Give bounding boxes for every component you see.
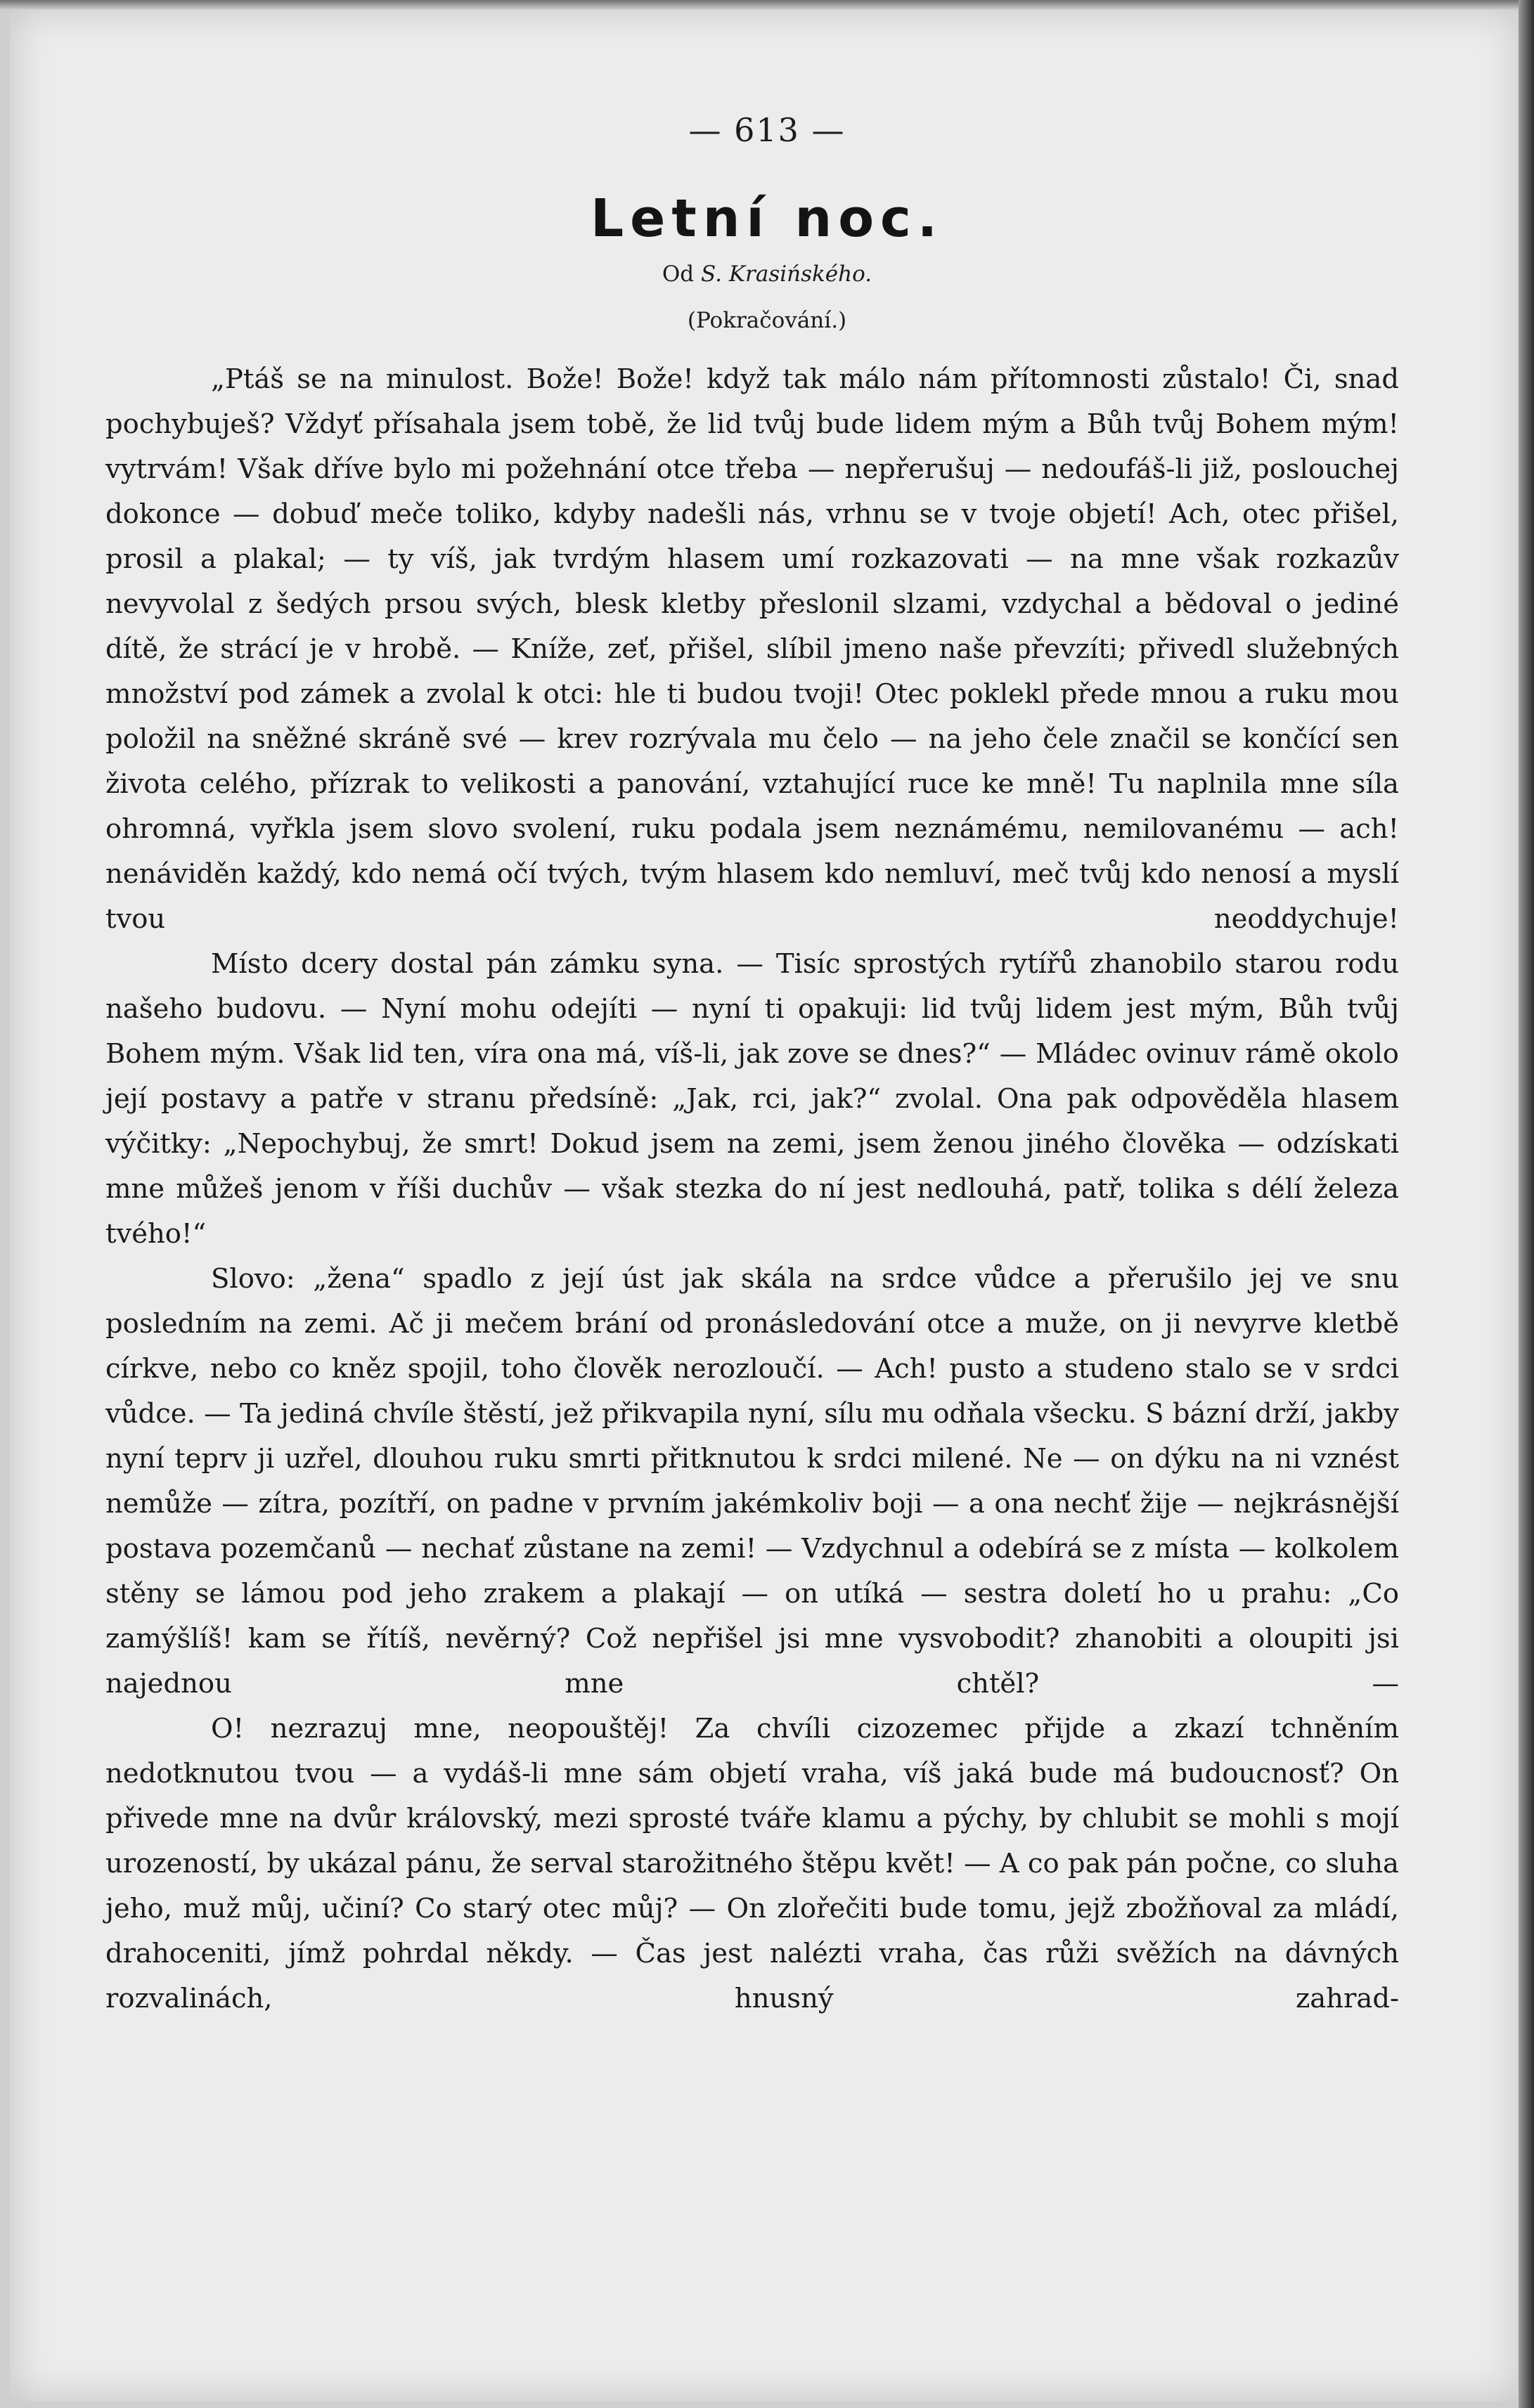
- paragraph-1: „Ptáš se na minulost. Bože! Bože! když tak málo nám přítomnosti zůstalo! Či, snad pochybuješ? Vždyť přísahala jsem tobě, že lid tvůj bude lidem mým a Bůh tvůj Bohem mým! vytrvám! Však dříve bylo mi požehnání otce třeba — nepřerušuj — nedoufáš-li již, poslouchej dokonce — dobuď meče toliko, kdyby nadešli nás, vrhnu se v tvoje objetí! Ach, otec přišel, prosil a plakal; — ty víš, jak tvrdým hlasem umí rozkazovati — na mne však rozkazův nevyvolal z šedých prsou svých, blesk kletby přeslonil slzami, vzdychal a bědoval o jediné dítě, že strácí je v hrobě. — Kníže, zeť, přišel, slíbil jmeno naše převzíti; přivedl služebných množství pod zámek a zvolal k otci: hle ti budou tvoji! Otec poklekl přede mnou a ruku mou položil na sněžné skráně své — krev rozrývala mu čelo — na jeho čele značil se končící sen života celého, přízrak to velikosti a panování, vztahující ruce ke mně! Tu naplnila mne síla ohromná, vyřkla jsem slovo svolení, ruku podala jsem neznámému, nemilovanému — ach! nenáviděn každý, kdo nemá očí tvých, tvým hlasem kdo nemluví, meč tvůj kdo nenosí a myslí tvou neoddychuje!: [105, 363, 1399, 935]
- paragraph-2: Místo dcery dostal pán zámku syna. — Tisíc sprostých rytířů zhanobilo starou rodu našeho budovu. — Nyní mohu odejíti — nyní ti opakuji: lid tvůj lidem jest mým, Bůh tvůj Bohem mým. Však lid ten, víra ona má, víš-li, jak zove se dnes?“ — Mládec ovinuv rámě okolo její postavy a patře v stranu předsíně: „Jak, rci, jak?“ zvolal. Ona pak odpověděla hlasem výčitky: „Nepochybuj, že smrt! Dokud jsem na zemi, jsem ženou jiného člověka — odzískati mne můžeš jenom v říši duchův — však stezka do ní jest nedlouhá, patř, tolika s délí železa tvého!“: [105, 948, 1399, 1250]
- page-number: — 613 —: [688, 111, 846, 149]
- paragraph-3: Slovo: „žena“ spadlo z její úst jak skála na srdce vůdce a přerušilo jej ve snu posledním na zemi. Ač ji mečem brání od pronásledování otce a muže, on ji nevyrve kletbě církve, nebo co kněz spojil, toho člověk nerozloučí. — Ach! pusto a studeno stalo se v srdci vůdce. — Ta jediná chvíle štěstí, jež přikvapila nyní, sílu mu odňala všecku. S bázní drží, jakby nyní teprv ji uzřel, dlouhou ruku smrti přitknutou k srdci milené. Ne — on dýku na ni vznést nemůže — zítra, pozítří, on padne v prvním jakémkoliv boji — a ona nechť žije — nejkrásnější postava pozemčanů — nechať zůstane na zemi! — Vzdychnul a odebírá se z místa — kolkolem stěny se lámou pod jeho zrakem a plakají — on utíká — sestra doletí ho u prahu: „Co zamýšlíš! kam se řítíš, nevěrný? Což nepřišel jsi mne vysvobodit? zhanobiti a oloupiti jsi najednou mne chtěl? —: [105, 1263, 1399, 1700]
- byline: [0, 261, 1534, 287]
- article-body: [105, 357, 1399, 2021]
- page-right-edge: [1519, 0, 1534, 2408]
- author-name: S. Krasińského.: [701, 261, 872, 287]
- byline-prefix: Od: [662, 261, 695, 287]
- continuation-note: (Pokračování.): [687, 308, 847, 333]
- article-title: Letní noc.: [590, 188, 944, 249]
- paragraph-4: O! nezrazuj mne, neopouštěj! Za chvíli cizozemec přijde a zkazí tchněním nedotknutou tvou — a vydáš-li mne sám objetí vraha, víš jaká bude má budoucnosť? On přivede mne na dvůr královský, mezi sprosté tváře klamu a pýchy, by chlubit se mohli s mojí urozeností, by ukázal pánu, že serval starožitného štěpu květ! — A co pak pán počne, co sluha jeho, muž můj, učiní? Co starý otec můj? — On zlořečiti bude tomu, jejž zbožňoval za mládí, drahoceniti, jímž pohrdal někdy. — Čas jest nalézti vraha, čas růži svěžích na dávných rozvalinách, hnusný zahrad-: [105, 1713, 1399, 2014]
- page-top-edge: [0, 0, 1534, 10]
